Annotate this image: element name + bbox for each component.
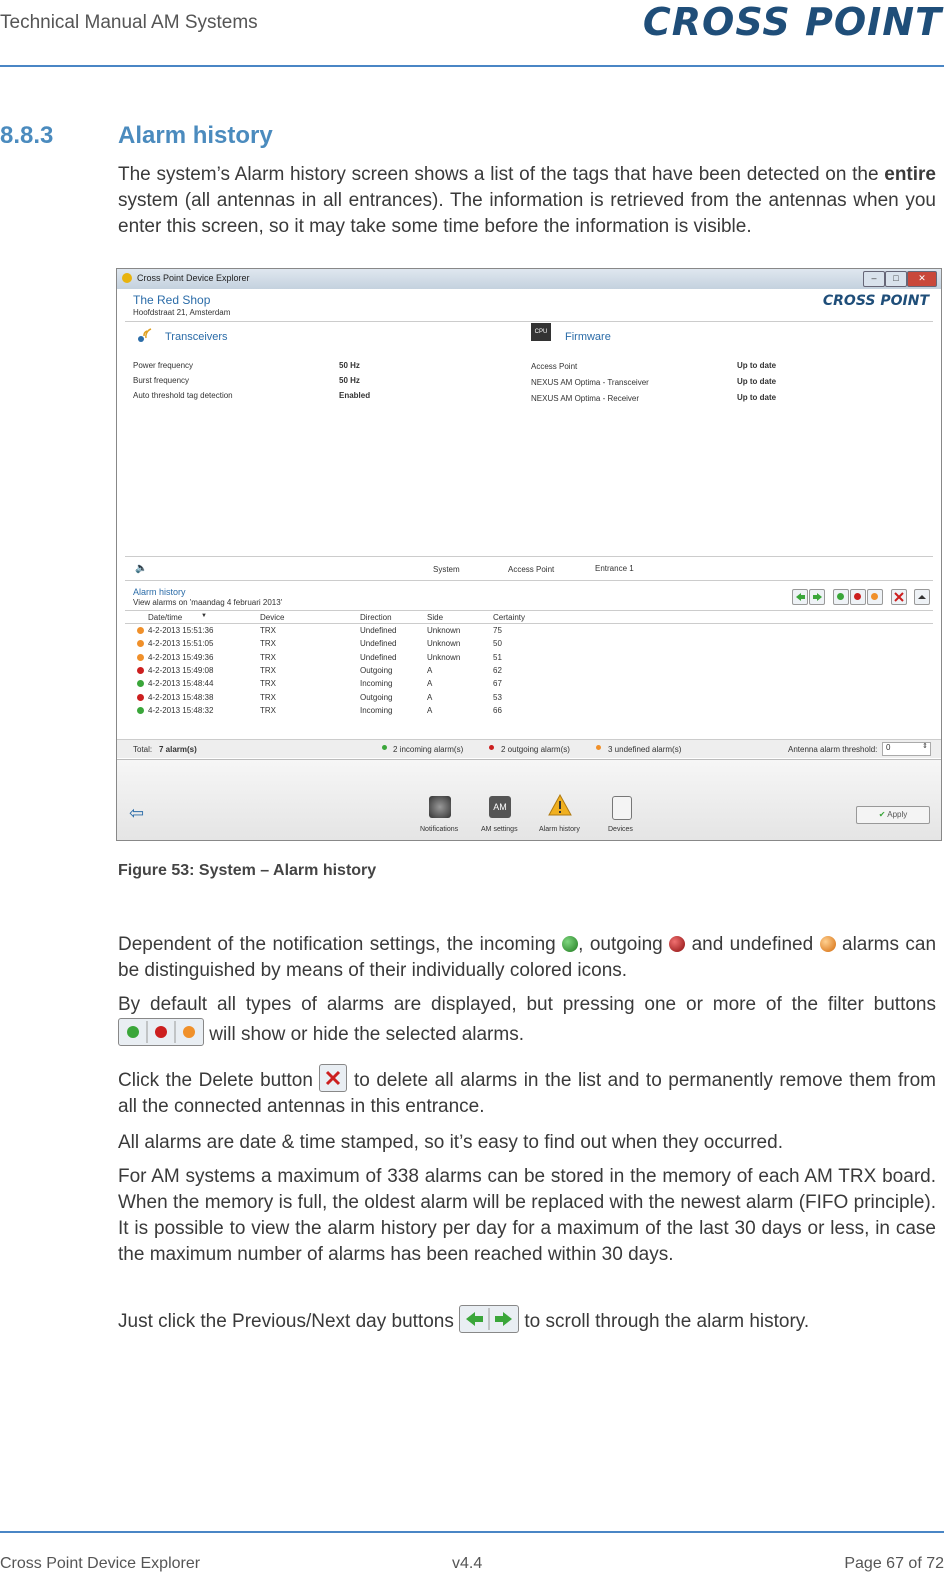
setting-label: Auto threshold tag detection — [133, 391, 233, 400]
back-arrow-icon[interactable]: ⇦ — [129, 803, 145, 823]
cell-datetime: 4-2-2013 15:49:36 — [148, 652, 214, 662]
setting-label: Power frequency — [133, 361, 194, 370]
cell-direction: Undefined — [360, 652, 397, 662]
devices-clipboard-icon[interactable] — [612, 796, 632, 820]
filter-undefined-button[interactable] — [867, 589, 883, 605]
tab-system[interactable]: System — [433, 565, 460, 574]
threshold-label: Antenna alarm threshold: — [788, 745, 878, 754]
prev-next-buttons-image — [459, 1305, 519, 1333]
undefined-alarm-icon — [820, 936, 836, 952]
app-icon — [122, 273, 132, 283]
collapse-panel-button[interactable] — [914, 589, 930, 605]
bottom-navigation — [117, 759, 941, 841]
cell-direction: Incoming — [360, 705, 393, 715]
column-header-device[interactable]: Device — [260, 613, 285, 622]
paragraph-day-buttons: Just click the Previous/Next day buttons to scroll through the alarm history. — [118, 1305, 936, 1335]
nav-am-settings[interactable]: AM settings — [481, 826, 518, 833]
alarm-row[interactable] — [125, 705, 933, 718]
filter-buttons-image — [118, 1018, 204, 1046]
cell-certainty: 66 — [493, 705, 502, 715]
cell-certainty: 62 — [493, 665, 502, 675]
cell-side: Unknown — [427, 626, 461, 635]
speaker-icon[interactable]: 🔈 — [135, 563, 148, 574]
outgoing-alarm-icon — [137, 694, 144, 701]
footer-product: Cross Point Device Explorer — [0, 1555, 201, 1572]
undefined-alarm-icon — [137, 640, 144, 647]
intro-paragraph: The system’s Alarm history screen shows a list of the tags that have been detected on the entire system (all antennas in all entrances). The information is retrieved from the antennas when you enter this screen, so it may take some time before the information is visible. — [118, 164, 936, 237]
alarm-row[interactable] — [125, 638, 933, 651]
cell-datetime: 4-2-2013 15:48:32 — [148, 705, 214, 715]
cell-certainty: 75 — [493, 626, 502, 635]
nav-alarm-history[interactable]: Alarm history — [539, 826, 580, 833]
undefined-icon — [596, 745, 601, 750]
cell-datetime: 4-2-2013 15:51:36 — [148, 626, 214, 635]
tab-entrance[interactable]: Entrance 1 — [595, 564, 634, 573]
cross-point-logo: CROSS POINT — [642, 0, 942, 44]
footer-version: v4.4 — [452, 1555, 483, 1572]
am-settings-icon[interactable]: AM — [489, 796, 511, 818]
next-day-button[interactable] — [809, 589, 825, 605]
divider — [125, 610, 933, 611]
setting-value: 50 Hz — [339, 376, 360, 385]
minimize-button[interactable]: – — [863, 271, 885, 287]
setting-label: Burst frequency — [133, 376, 190, 385]
cell-direction: Outgoing — [360, 665, 393, 675]
cell-direction: Incoming — [360, 679, 393, 689]
cell-side: A — [427, 692, 433, 702]
outgoing-alarm-icon — [669, 936, 685, 952]
shop-address: Hoofdstraat 21, Amsterdam — [133, 308, 231, 317]
device-explorer-window — [116, 268, 942, 841]
undefined-alarm-icon — [137, 654, 144, 661]
tab-access-point[interactable]: Access Point — [508, 565, 555, 574]
undefined-count: 3 undefined alarm(s) — [608, 745, 682, 754]
alarm-row[interactable] — [125, 692, 933, 705]
divider — [125, 580, 933, 581]
incoming-alarm-icon — [137, 680, 144, 687]
firmware-label: Access Point — [531, 362, 578, 371]
cell-certainty: 50 — [493, 639, 502, 649]
figure-caption: Figure 53: System – Alarm history — [118, 862, 377, 879]
cell-device: TRX — [260, 665, 276, 675]
cell-side: A — [427, 665, 433, 675]
delete-button-image — [319, 1064, 347, 1092]
paragraph-delete-button: Click the Delete button to delete all alarms in the list and to permanently remove them from all the connected antennas in this entrance. — [118, 1064, 936, 1120]
apply-button[interactable]: ✔ Apply — [856, 806, 930, 824]
outgoing-alarm-icon — [137, 667, 144, 674]
cell-device: TRX — [260, 692, 276, 702]
cell-device: TRX — [260, 639, 276, 649]
alarm-history-panel-title: Alarm history — [133, 587, 186, 597]
incoming-alarm-icon — [137, 707, 144, 714]
window-logo: CROSS POINT — [822, 293, 929, 309]
filter-incoming-button[interactable] — [833, 589, 849, 605]
divider — [125, 623, 933, 624]
cell-direction: Outgoing — [360, 692, 393, 702]
total-label: Total: — [133, 745, 153, 754]
firmware-label: NEXUS AM Optima - Receiver — [531, 394, 640, 403]
cell-device: TRX — [260, 679, 276, 689]
window-title: Cross Point Device Explorer — [137, 273, 250, 283]
filter-outgoing-button[interactable] — [850, 589, 866, 605]
alarm-row[interactable] — [125, 665, 933, 678]
antenna-icon — [135, 325, 155, 345]
warning-icon[interactable] — [548, 794, 572, 818]
undefined-alarm-icon — [137, 627, 144, 634]
outgoing-count: 2 outgoing alarm(s) — [501, 745, 570, 754]
nav-notifications[interactable]: Notifications — [420, 826, 459, 833]
divider — [125, 321, 933, 322]
transceivers-heading: Transceivers — [165, 331, 228, 343]
previous-day-button[interactable] — [792, 589, 808, 605]
setting-value: 50 Hz — [339, 361, 360, 370]
cell-side: A — [427, 705, 433, 715]
threshold-stepper[interactable]: 0 ⇕ — [882, 742, 931, 756]
cell-side: A — [427, 679, 433, 689]
footer-page-number: Page 67 of 72 — [844, 1555, 944, 1572]
delete-alarms-button[interactable] — [891, 589, 907, 605]
cell-certainty: 51 — [493, 652, 502, 662]
alarm-row[interactable] — [125, 625, 933, 638]
cell-device: TRX — [260, 626, 276, 635]
column-header-certainty[interactable]: Certainty — [493, 613, 526, 622]
header-rule — [0, 65, 944, 67]
status-bar — [117, 739, 941, 758]
document-header-title: Technical Manual AM Systems — [0, 12, 258, 33]
firmware-status: Up to date — [737, 361, 777, 370]
footer-rule — [0, 1531, 944, 1533]
cell-certainty: 53 — [493, 692, 502, 702]
cell-datetime: 4-2-2013 15:49:08 — [148, 665, 214, 675]
paragraph-memory-limit: For AM systems a maximum of 338 alarms can be stored in the memory of each AM TRX board. When the memory is full, the oldest alarm will be replaced with the newest alarm (FIFO principle). It is possible to view the alarm history per day for a maximum of the last 30 days or less, in case the maximum number of alarms has been reached within 30 days. — [118, 1166, 936, 1265]
cell-datetime: 4-2-2013 15:48:44 — [148, 679, 214, 689]
alarm-history-date: View alarms on 'maandag 4 februari 2013' — [133, 598, 283, 607]
cell-datetime: 4-2-2013 15:48:38 — [148, 692, 214, 702]
paragraph-timestamps: All alarms are date & time stamped, so it’s easy to find out when they occurred. — [118, 1132, 783, 1153]
notifications-icon[interactable] — [429, 796, 451, 818]
sort-desc-icon: ▼ — [201, 613, 207, 619]
firmware-heading: Firmware — [565, 331, 611, 343]
total-count: 7 alarm(s) — [159, 745, 197, 754]
maximize-button[interactable]: □ — [885, 271, 907, 287]
firmware-status: Up to date — [737, 377, 777, 386]
incoming-icon — [382, 745, 387, 750]
incoming-alarm-icon — [562, 936, 578, 952]
window-titlebar — [117, 269, 941, 289]
cell-certainty: 67 — [493, 679, 502, 689]
column-header-datetime[interactable]: Date/time — [148, 613, 183, 622]
section-title: Alarm history — [118, 122, 273, 149]
firmware-label: NEXUS AM Optima - Transceiver — [531, 378, 649, 387]
setting-value: Enabled — [339, 391, 371, 400]
cpu-icon: CPU — [531, 323, 551, 341]
incoming-count: 2 incoming alarm(s) — [393, 745, 464, 754]
nav-devices[interactable]: Devices — [608, 826, 633, 833]
section-number: 8.8.3 — [0, 122, 54, 149]
firmware-status: Up to date — [737, 393, 777, 402]
close-window-button[interactable]: ✕ — [907, 271, 937, 287]
cell-device: TRX — [260, 652, 276, 662]
column-header-direction[interactable]: Direction — [360, 613, 392, 622]
cell-direction: Undefined — [360, 639, 397, 649]
paragraph-filter-buttons: By default all types of alarms are displayed, but pressing one or more of the filter buttons will show or hide the selected alarms. — [118, 994, 936, 1045]
paragraph-alarm-colors: Dependent of the notification settings, the incoming , outgoing and undefined alarms can be distinguished by means of their individually colored icons. — [118, 934, 937, 981]
cell-datetime: 4-2-2013 15:51:05 — [148, 639, 214, 649]
cell-side: Unknown — [427, 652, 461, 662]
column-header-side[interactable]: Side — [427, 613, 444, 622]
cell-side: Unknown — [427, 639, 461, 649]
divider — [125, 556, 933, 557]
cell-device: TRX — [260, 705, 276, 715]
outgoing-icon — [489, 745, 494, 750]
cell-direction: Undefined — [360, 626, 397, 635]
shop-name: The Red Shop — [133, 293, 211, 307]
alarm-row[interactable] — [125, 652, 933, 665]
alarm-row[interactable] — [125, 678, 933, 691]
